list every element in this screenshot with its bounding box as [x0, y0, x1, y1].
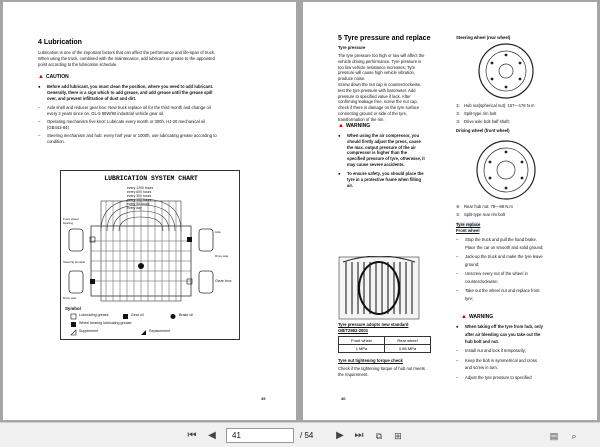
tyre-pressure-line: transformation of the rim.: [338, 116, 385, 122]
tyre-pressure-line: vehicle driving performance. Tyre pressure is: [338, 58, 422, 64]
tyre-pressure-line: test the tyre pressure with barometer. Add: [338, 87, 416, 93]
table-row: [339, 337, 431, 345]
bullet-3-line-2: condition.: [47, 139, 65, 144]
list-item-line: Adjust the tyre pressure to specified: [465, 374, 532, 380]
page-number: 39: [261, 396, 266, 401]
bullet-dot-icon: ●: [338, 171, 341, 176]
last-page-icon[interactable]: ⏭: [354, 430, 364, 441]
steering-item: Hub nut(spherical nut): 157—176 N.m: [464, 103, 535, 108]
list-item-line: tyre;: [465, 295, 474, 301]
symbol-label: Brake oil: [179, 313, 193, 317]
bullet-dash-icon: –: [456, 237, 459, 242]
steering-item: Split-type rim bolt: [464, 111, 497, 116]
steering-wheel-title: Steering wheel (rear wheel): [456, 35, 511, 40]
bullet-dash-icon: –: [38, 119, 41, 124]
right-label: Drive axle: [215, 254, 229, 258]
intro-line-1: Lubrication is one of the important factors that can affect the performance and life-span of truck.: [38, 50, 216, 55]
page-number: 40: [341, 396, 346, 401]
torque-heading: Tyre nut tightening torque check: [338, 358, 403, 363]
list-item-line: Unscrew every nut of the wheel in: [465, 271, 528, 276]
table-cell: 1 MPa: [339, 345, 385, 353]
tyre-cage-figure: [338, 256, 420, 320]
page-left: [3, 2, 296, 420]
tyre-pressure-line: connecting ground or side of the tyre,: [338, 111, 408, 116]
page-right: [303, 2, 597, 420]
list-number: ④: [456, 204, 460, 209]
viewer-toolbar: [0, 422, 600, 447]
tyre-pressure-subheading: Tyre pressure: [338, 45, 366, 50]
tyre-replace-heading: Tyre replace: [456, 222, 481, 227]
warning-1-line: should firstly adjust the press, cause: [347, 138, 421, 144]
interval-label: every 600 hours: [127, 190, 152, 194]
tyre-pressure-line: pressure to specified value if lack. After: [338, 93, 411, 99]
symbol-heading: Symbol: [65, 306, 81, 311]
symbol-label: Replacement: [149, 329, 171, 333]
warning-triangle-icon: ▲: [461, 314, 467, 320]
bullet-dash-icon: –: [456, 357, 459, 363]
bullet-dash-icon: –: [456, 254, 459, 259]
list-item-line: Jack-up the truck and make the tyre leave: [465, 254, 543, 259]
bullet-2-line-2: (GB443-84): [47, 125, 69, 130]
warning-1-line: When using the air compressor, you: [347, 133, 420, 138]
warning-triangle-icon: ▲: [38, 74, 44, 80]
tyre-pressure-line: check if there is damage on the tyre surface: [338, 105, 420, 111]
tyre-pressure-line: too low vehicle resistance increases; Tyre: [338, 64, 416, 70]
bullet-dash-icon: –: [456, 374, 459, 380]
side-label: Front wheel bearing: [63, 217, 79, 225]
warning-1-line: compressor is higher than the: [347, 150, 408, 156]
interval-label: every 1200 hours: [127, 186, 154, 190]
table-header-cell: Rear wheel: [385, 337, 431, 345]
list-number: ⑤: [456, 212, 460, 217]
bullet-dot-icon: ●: [456, 324, 459, 329]
chart-title: LUBRICATION SYSTEM CHART: [104, 175, 198, 182]
tyre-pressure-line: Screw down the nut cap in counterclockwise,: [338, 82, 422, 87]
interval-label: every day: [127, 206, 142, 210]
figure-caption-line-2: GB/T2982-2001: [338, 328, 369, 333]
tyre-heading: 5 Tyre pressure and replace: [338, 35, 431, 42]
intro-line-3: point according to the lubrication schedule.: [38, 62, 118, 67]
list-item-line: Take out the wheel nut and replace front: [465, 288, 540, 293]
list-item-line: ground;: [465, 261, 480, 267]
warning-1-line: specified pressure of tyre, otherwise, it: [347, 156, 425, 162]
warning-2-line: air.: [347, 182, 354, 188]
lubrication-system-chart: [60, 170, 240, 340]
rear-wheel-figure: [469, 42, 543, 100]
right-label: Gear box: [215, 278, 232, 283]
bullet-1-line-2: every 2 years since on. GL-5 85W/90 industrial vehicle gear oil.: [47, 111, 165, 116]
intro-line-2: When using the truck, combined with the maintenance, add lubricant or grease to the appointed: [38, 56, 215, 61]
warning-2-line: tyre in a protective frame when filling: [347, 176, 421, 182]
table-row: [339, 345, 431, 353]
warning-label: ▲ WARNING: [461, 314, 494, 320]
warning-3-line: after air bleeding can you take out the: [465, 331, 541, 337]
copy-page-icon[interactable]: ⧉: [375, 431, 383, 441]
page-number-input[interactable]: [226, 428, 294, 443]
steering-item: Drive axle bolt half shaft;: [464, 119, 510, 124]
interval-label: every 300 hours: [127, 194, 152, 198]
caution-line-2: Generally, there is a sign which to add grease, and add grease until the grease spill: [47, 90, 213, 95]
front-wheel-subheading: Front wheel: [456, 228, 480, 233]
interval-label: every 50 hours: [127, 202, 150, 206]
caution-line-3: over, and prevent infiltration of dust and dirt.: [47, 96, 137, 101]
warning-triangle-icon: ▲: [338, 123, 344, 129]
previous-page-icon[interactable]: ◀: [208, 430, 216, 441]
driving-item: Rear hub nut: 78—98 N.m: [464, 204, 513, 209]
tyre-pressure-line: pressure will cause high vehicle vibration,: [338, 70, 416, 76]
figure-caption-line-1: Tyre pressure adopts new standard: [338, 322, 409, 327]
driving-item: Split-type rear rim bolt: [464, 212, 505, 217]
list-item-line: and screw in turn.: [465, 365, 499, 370]
next-page-icon[interactable]: ▶: [336, 430, 344, 441]
driving-wheel-title: Driving wheel (front wheel): [456, 128, 510, 133]
bullet-dash-icon: –: [456, 348, 459, 353]
torque-line-1: Check if the tightening torque of hub nut meets: [338, 366, 425, 371]
current-page-value: 41: [232, 431, 241, 440]
tyre-pressure-table: [338, 336, 431, 353]
front-wheel-figure: [469, 138, 543, 202]
zoom-icon[interactable]: ⌕: [571, 431, 577, 441]
warning-2-line: To ensure safety, you should place the: [347, 171, 424, 176]
list-item-line: Stop the truck and pull the hand brake.: [465, 237, 537, 242]
list-item-line: Install nut and lock it temporarily;: [465, 348, 526, 353]
bullet-3-line-1: Steering mechanism and hub: every harf year or 1000h, use lubricating grease according to: [47, 133, 217, 138]
list-number: ②: [456, 111, 460, 116]
bullet-dot-icon: ●: [38, 84, 41, 89]
table-cell: 0.86 MPa: [385, 345, 431, 353]
bullet-1-line-1: Axle shell and reducer gear box: New truck replace oil for the third month and change oil: [47, 105, 211, 110]
caution-line-1: Before add lubricant, you must clean the position, where you need to add lubricant.: [47, 84, 214, 89]
symbol-label: Supplement: [79, 329, 99, 333]
warning-1-line: may cause severe accidents.: [347, 162, 405, 167]
warning-1-line: the max. output pressure of the air: [347, 144, 416, 150]
torque-line-2: the requirement.: [338, 372, 369, 377]
bullet-dash-icon: –: [456, 271, 459, 276]
tyre-pressure-line: produce noise.: [338, 76, 366, 82]
side-label: Drive axle: [63, 296, 77, 300]
bullet-dash-icon: –: [456, 288, 459, 293]
bullet-dash-icon: –: [38, 133, 41, 138]
list-item-line: Place the car on smooth and solid ground;: [465, 244, 544, 250]
warning-3-line: When taking off the tyre from hub, only: [465, 324, 543, 329]
bullet-dot-icon: ●: [338, 133, 341, 138]
interval-label: every 100 hours: [127, 198, 152, 202]
page-count: / 54: [300, 431, 314, 440]
symbol-label: Lubricating grease: [79, 313, 109, 317]
list-number: ①: [456, 103, 460, 108]
bullet-2-line-1: Operating mechanism five knot: Lubricate every month or 300h. HJ-20 mechanical oil: [47, 119, 206, 124]
bullet-dash-icon: –: [38, 105, 41, 110]
warning-label: ▲ WARNING: [338, 123, 371, 129]
symbol-label: Wheel bearing lubricating grease: [79, 321, 132, 325]
two-page-icon[interactable]: ⊞: [394, 431, 402, 441]
list-number: ③: [456, 119, 460, 124]
first-page-icon[interactable]: ⏮: [187, 430, 197, 441]
list-item-line: counterclockwise;: [465, 278, 499, 284]
tyre-pressure-line: confirming leakage free, screw the nut cap,: [338, 99, 418, 105]
side-label: Steering knuckle: [63, 260, 86, 264]
warning-3-line: hub bolt and nut.: [465, 339, 499, 344]
right-label: Axle: [215, 230, 221, 234]
lubrication-heading: 4 Lubrication: [38, 39, 82, 46]
list-item-line: Keep the bolt in symmetrical and cross: [465, 357, 537, 363]
table-header-cell: Front wheel: [339, 337, 385, 345]
document-icon[interactable]: ▤: [549, 431, 559, 441]
caution-label: ▲ CAUTION: [38, 74, 69, 80]
symbol-label: Gear oil: [131, 313, 144, 317]
tyre-pressure-line: The tyre pressure too high or low will affect the: [338, 53, 425, 58]
